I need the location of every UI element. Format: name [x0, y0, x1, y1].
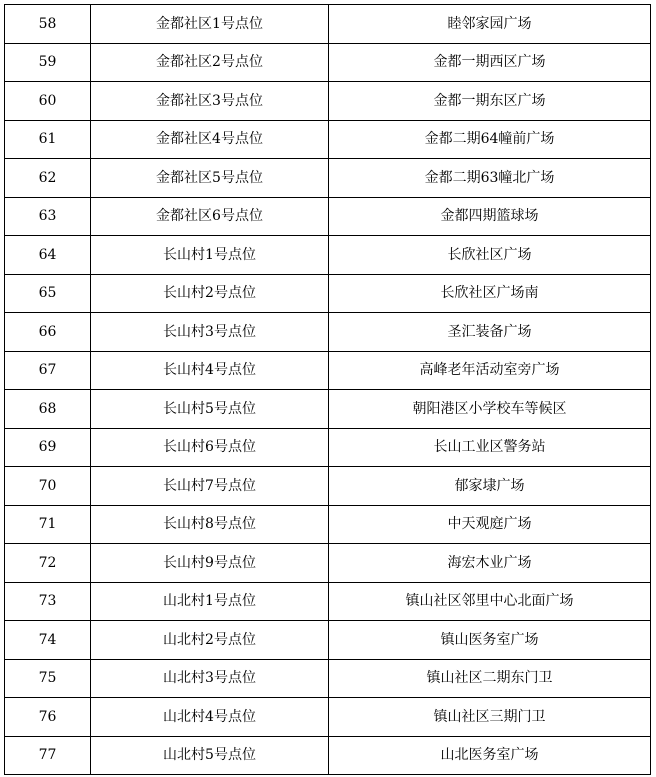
table-row: [5, 390, 651, 429]
location-cell: 镇山医务室广场: [329, 621, 651, 660]
point-name-cell: 长山村3号点位: [91, 313, 329, 352]
row-number-cell: 65: [5, 274, 91, 313]
row-number-cell: 73: [5, 582, 91, 621]
point-name-cell: 山北村4号点位: [91, 698, 329, 737]
table-body: [5, 5, 651, 775]
table-row: [5, 82, 651, 121]
row-number-cell: 64: [5, 236, 91, 275]
table-row: [5, 120, 651, 159]
table-row: [5, 236, 651, 275]
location-cell: 长山工业区警务站: [329, 428, 651, 467]
row-number-cell: 61: [5, 120, 91, 159]
point-name-cell: 长山村9号点位: [91, 544, 329, 583]
table-row: [5, 159, 651, 198]
point-name-cell: 金都社区3号点位: [91, 82, 329, 121]
location-cell: 金都一期西区广场: [329, 43, 651, 82]
table-row: [5, 621, 651, 660]
row-number-cell: 72: [5, 544, 91, 583]
point-name-cell: 山北村5号点位: [91, 736, 329, 775]
table-row: [5, 698, 651, 737]
location-cell: 镇山社区三期门卫: [329, 698, 651, 737]
location-cell: 郁家埭广场: [329, 467, 651, 506]
row-number-cell: 71: [5, 505, 91, 544]
table-row: [5, 582, 651, 621]
row-number-cell: 58: [5, 5, 91, 44]
location-cell: 镇山社区二期东门卫: [329, 659, 651, 698]
row-number-cell: 67: [5, 351, 91, 390]
location-cell: 长欣社区广场: [329, 236, 651, 275]
table-row: [5, 428, 651, 467]
location-cell: 睦邻家园广场: [329, 5, 651, 44]
location-cell: 高峰老年活动室旁广场: [329, 351, 651, 390]
row-number-cell: 66: [5, 313, 91, 352]
point-name-cell: 长山村7号点位: [91, 467, 329, 506]
row-number-cell: 69: [5, 428, 91, 467]
table-row: [5, 5, 651, 44]
points-table: [4, 4, 651, 775]
table-row: [5, 505, 651, 544]
table-row: [5, 544, 651, 583]
location-cell: 中天观庭广场: [329, 505, 651, 544]
location-cell: 镇山社区邻里中心北面广场: [329, 582, 651, 621]
row-number-cell: 75: [5, 659, 91, 698]
location-cell: 长欣社区广场南: [329, 274, 651, 313]
point-name-cell: 长山村2号点位: [91, 274, 329, 313]
point-name-cell: 山北村3号点位: [91, 659, 329, 698]
point-name-cell: 金都社区5号点位: [91, 159, 329, 198]
table-row: [5, 659, 651, 698]
location-cell: 金都二期63幢北广场: [329, 159, 651, 198]
location-cell: 金都二期64幢前广场: [329, 120, 651, 159]
location-cell: 金都四期篮球场: [329, 197, 651, 236]
location-cell: 海宏木业广场: [329, 544, 651, 583]
table-row: [5, 274, 651, 313]
point-name-cell: 长山村8号点位: [91, 505, 329, 544]
row-number-cell: 70: [5, 467, 91, 506]
point-name-cell: 长山村4号点位: [91, 351, 329, 390]
location-cell: 山北医务室广场: [329, 736, 651, 775]
location-cell: 金都一期东区广场: [329, 82, 651, 121]
row-number-cell: 76: [5, 698, 91, 737]
point-name-cell: 山北村2号点位: [91, 621, 329, 660]
point-name-cell: 长山村5号点位: [91, 390, 329, 429]
table-row: [5, 467, 651, 506]
point-name-cell: 金都社区2号点位: [91, 43, 329, 82]
row-number-cell: 62: [5, 159, 91, 198]
location-cell: 圣汇装备广场: [329, 313, 651, 352]
table-row: [5, 736, 651, 775]
table-row: [5, 313, 651, 352]
row-number-cell: 77: [5, 736, 91, 775]
row-number-cell: 63: [5, 197, 91, 236]
row-number-cell: 59: [5, 43, 91, 82]
table-row: [5, 197, 651, 236]
row-number-cell: 74: [5, 621, 91, 660]
point-name-cell: 金都社区4号点位: [91, 120, 329, 159]
table-row: [5, 43, 651, 82]
location-cell: 朝阳港区小学校车等候区: [329, 390, 651, 429]
row-number-cell: 60: [5, 82, 91, 121]
point-name-cell: 长山村6号点位: [91, 428, 329, 467]
point-name-cell: 山北村1号点位: [91, 582, 329, 621]
point-name-cell: 金都社区1号点位: [91, 5, 329, 44]
table-row: [5, 351, 651, 390]
row-number-cell: 68: [5, 390, 91, 429]
point-name-cell: 金都社区6号点位: [91, 197, 329, 236]
point-name-cell: 长山村1号点位: [91, 236, 329, 275]
